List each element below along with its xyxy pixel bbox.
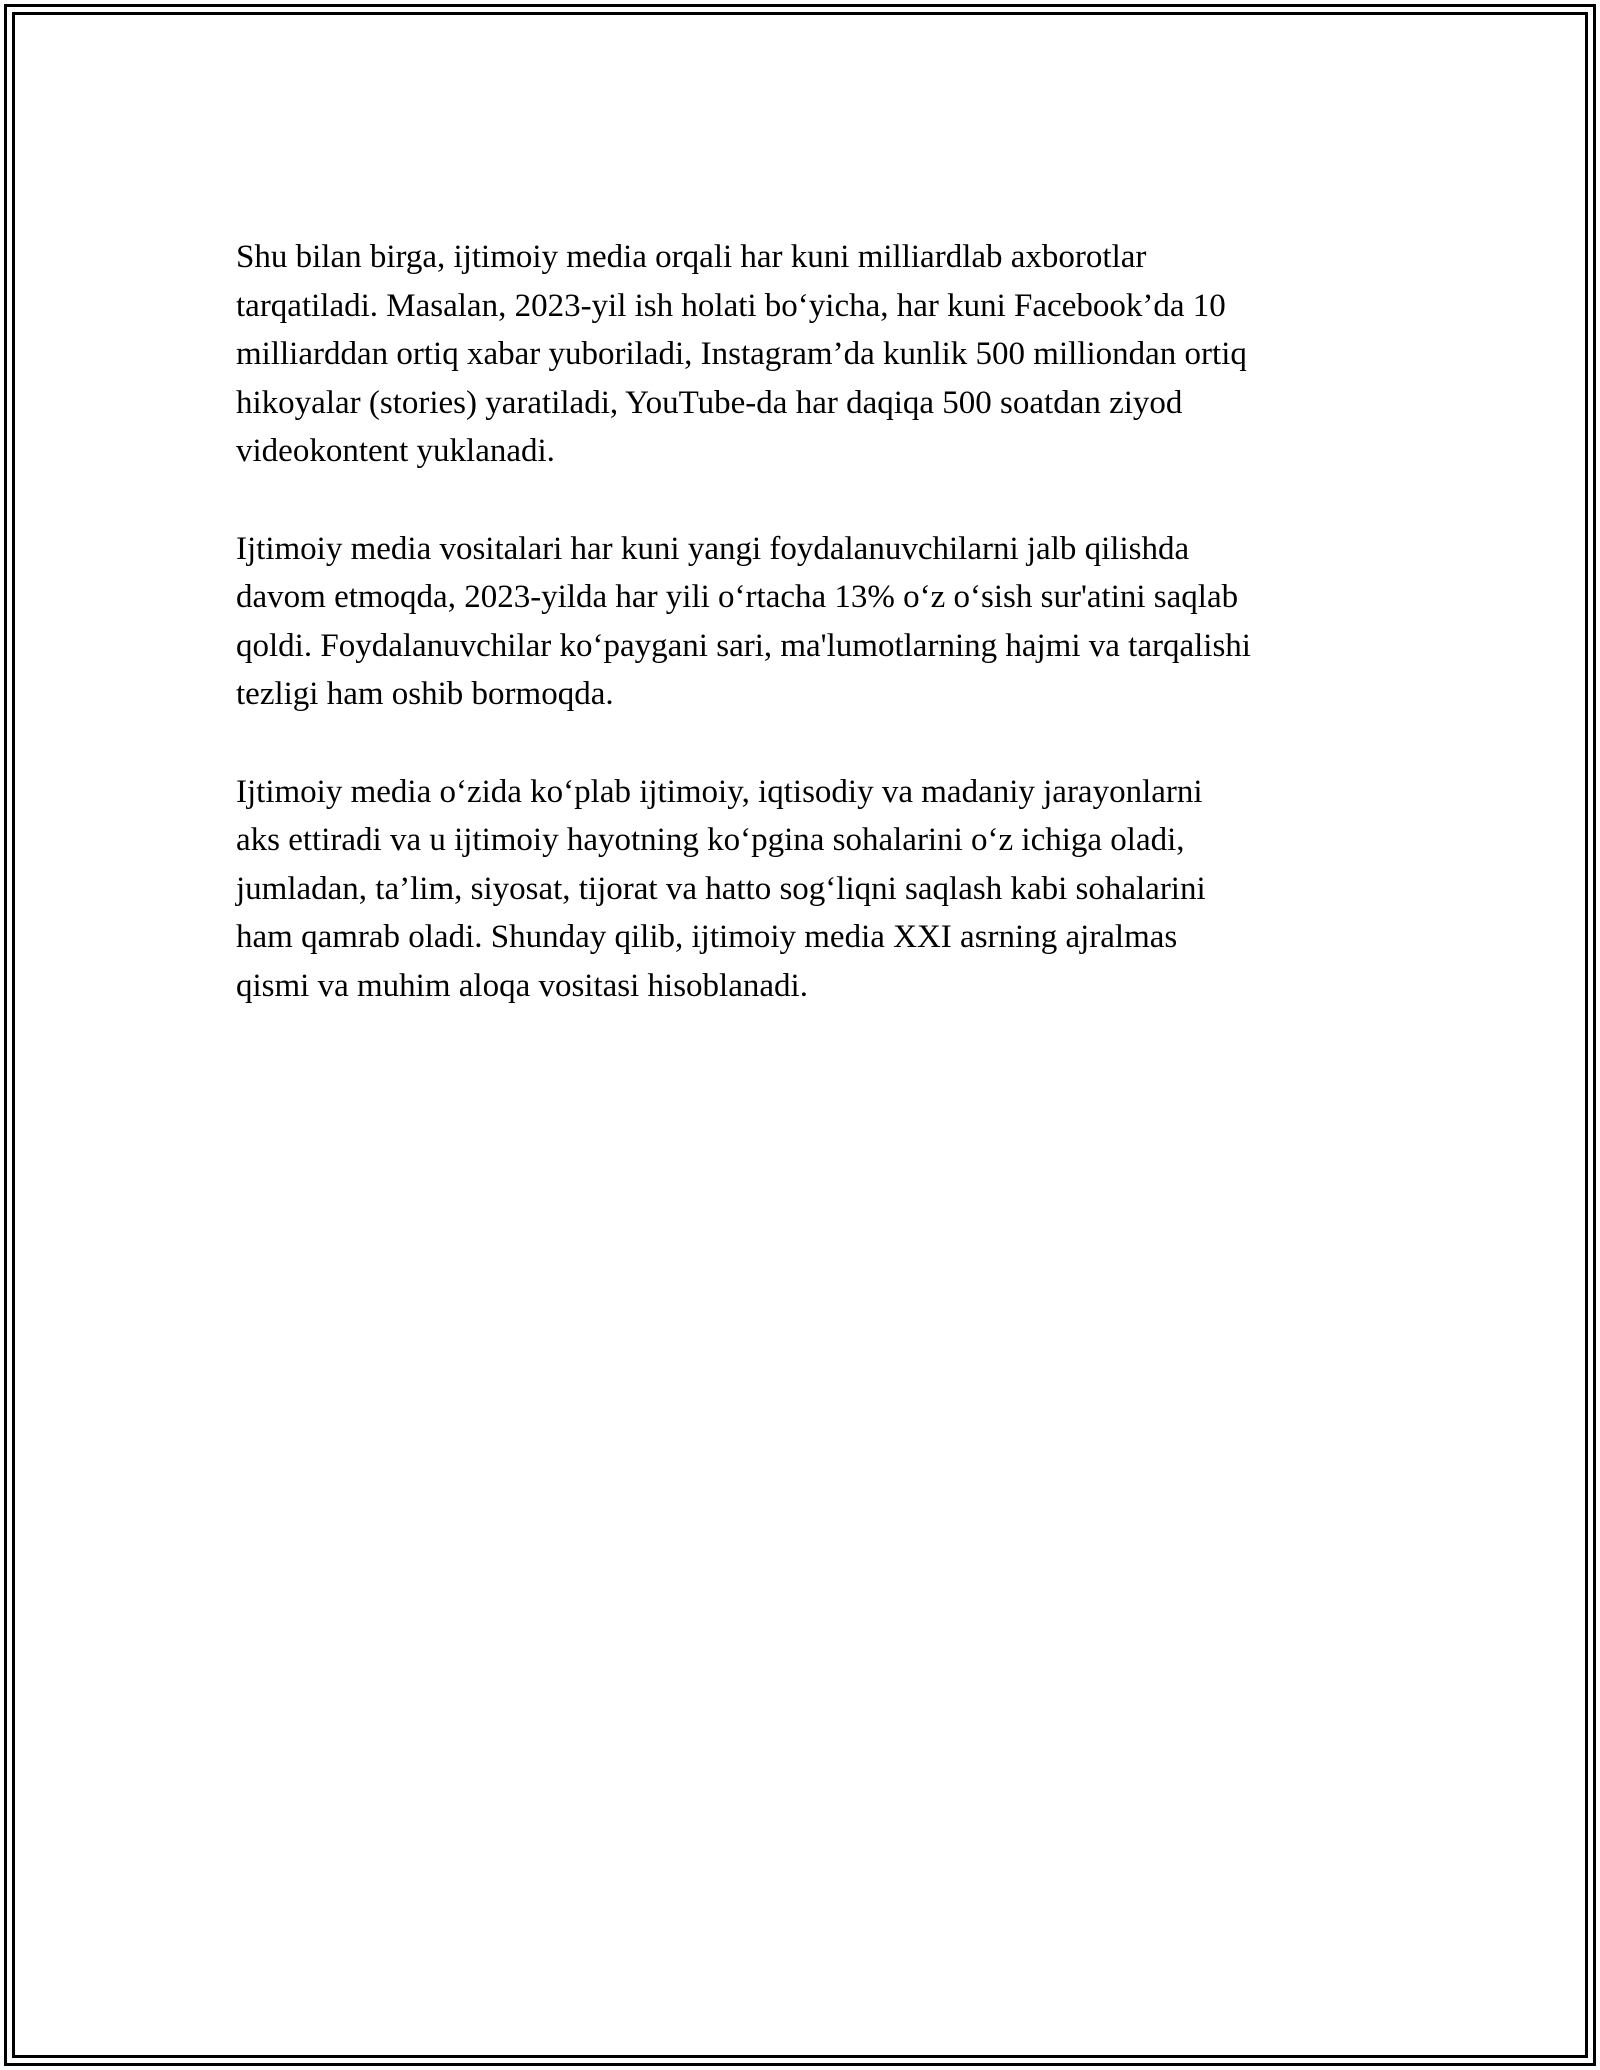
paragraph-1: Shu bilan birga, ijtimoiy media orqali har kuni milliardlab axborotlar tarqatiladi. Masalan, 2023-yil ish holati bo‘yicha, har kuni Facebook’da 10 milliarddan ortiq xabar yuboriladi, Instagram’da kunlik 500 milliondan ortiq hikoyalar (stories) yaratiladi, YouTube-da har daqiqa 500 soatdan ziyod videokontent yuklanadi. bbox=[236, 239, 1247, 469]
paragraph-3: Ijtimoiy media o‘zida ko‘plab ijtimoiy, iqtisodiy va madaniy jarayonlarni aks ettiradi va u ijtimoiy hayotning ko‘pgina sohalarini o‘z ichiga oladi, jumladan, ta’lim, siyosat, tijorat va hatto sog‘liqni saqlash kabi sohalarini ham qamrab oladi. Shunday qilib, ijtimoiy media XXI asrning ajralmas qismi va muhim aloqa vositasi hisoblanadi. bbox=[236, 773, 1206, 1004]
paragraph-2: Ijtimoiy media vositalari har kuni yangi foydalanuvchilarni jalb qilishda davom etmoqda, 2023-yilda har yili o‘rtacha 13% o‘z o‘sish sur'atini saqlab qoldi. Foydalanuvchilar ko‘paygani sari, ma'lumotlarning hajmi va tarqalishi tezligi ham oshib bormoqda. bbox=[236, 530, 1251, 712]
document-body bbox=[236, 233, 1376, 1059]
